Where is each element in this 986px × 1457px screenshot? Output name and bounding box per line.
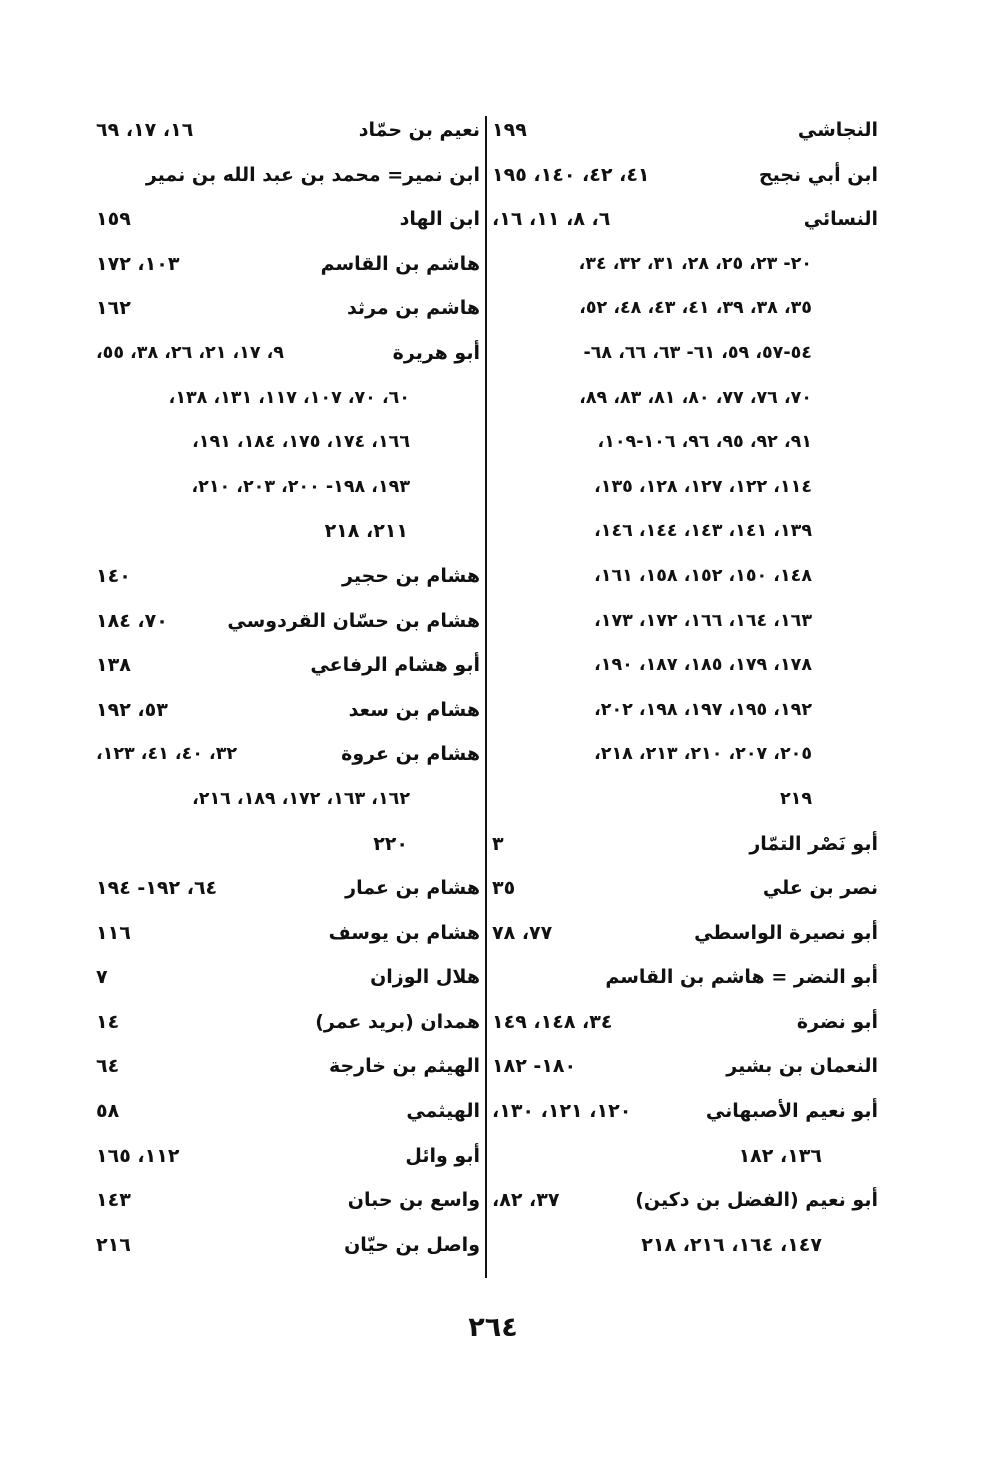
entry-pages: ٣ [492, 832, 504, 855]
index-continuation [492, 286, 878, 331]
index-continuation [492, 599, 878, 644]
index-entry [492, 822, 878, 867]
entry-name: نصر بن علي [762, 877, 878, 900]
entry-pages: ٣٥ [492, 877, 516, 900]
index-continuation [492, 732, 878, 777]
entry-pages: ١٦٢ [96, 297, 131, 320]
entry-pages: ٥٣، ١٩٢ [96, 698, 168, 721]
entry-pages: ١٤٧، ١٦٤، ٢١٦، ٢١٨ [641, 1233, 822, 1256]
entry-name: النجاشي [797, 119, 878, 141]
index-entry [492, 1089, 878, 1134]
index-continuation [492, 331, 878, 376]
entry-pages: ٣٤، ١٤٨، ١٤٩ [492, 1010, 613, 1033]
entry-pages: ١٣٦، ١٨٢ [738, 1144, 822, 1167]
entry-pages: ٧٧، ٧٨ [492, 921, 553, 944]
index-continuation [96, 420, 480, 465]
entry-pages: ٢١٩ [779, 788, 812, 809]
entry-pages: ١٩٣، ١٩٨- ٢٠٠، ٢٠٣، ٢١٠، [191, 476, 410, 497]
entry-pages: ٣٧، ٨٢، [492, 1189, 560, 1212]
entry-pages: ١٤٣ [96, 1189, 131, 1212]
entry-name: هشام بن يوسف [328, 921, 480, 944]
entry-name: الهيثمي [406, 1100, 480, 1123]
index-continuation [96, 509, 480, 554]
index-entry [96, 911, 480, 956]
entry-pages: ١٧٨، ١٧٩، ١٨٥، ١٨٧، ١٩٠، [594, 655, 812, 676]
index-entry [96, 1089, 480, 1134]
entry-pages: ١٣٩، ١٤١، ١٤٣، ١٤٤، ١٤٦، [594, 521, 812, 542]
entry-pages: ١٨٠- ١٨٢ [492, 1055, 577, 1078]
entry-name: أبو هريرة [392, 341, 480, 364]
entry-pages: ٣٥، ٣٨، ٣٩، ٤١، ٤٣، ٤٨، ٥٢، [579, 298, 812, 319]
entry-pages: ٢٠- ٢٣، ٢٥، ٢٨، ٣١، ٣٢، ٣٤، [578, 253, 812, 274]
entry-pages: ١٠٣، ١٧٢ [96, 252, 180, 275]
entry-pages: ٢٢٠ [373, 832, 408, 855]
entry-name: هشام بن حسّان القردوسي [227, 609, 480, 632]
entry-pages: ٧٠، ١٨٤ [96, 609, 168, 632]
entry-pages: ٦، ٨، ١١، ١٦، [492, 208, 611, 231]
entry-pages: ٥٤-٥٧، ٥٩، ٦١- ٦٣، ٦٦، ٦٨- [583, 342, 812, 363]
entry-pages: ١٢٠، ١٢١، ١٣٠، [492, 1100, 632, 1123]
index-entry [96, 866, 480, 911]
index-continuation [492, 777, 878, 822]
index-entry [492, 197, 878, 242]
entry-pages: ٢٠٥، ٢٠٧، ٢١٠، ٢١٣، ٢١٨، [594, 744, 812, 765]
index-continuation [492, 1223, 878, 1268]
index-continuation [492, 643, 878, 688]
entry-pages: ١٦٦، ١٧٤، ١٧٥، ١٨٤، ١٩١، [192, 432, 410, 453]
entry-name: هاشم بن مرثد [346, 297, 480, 320]
entry-pages: ٩١، ٩٢، ٩٥، ٩٦، ١٠٦-١٠٩، [597, 432, 812, 453]
index-continuation [96, 777, 480, 822]
index-entry [96, 286, 480, 331]
index-entry [96, 331, 480, 376]
index-continuation [492, 376, 878, 421]
entry-pages: ٣٢، ٤٠، ٤١، ١٢٣، [96, 744, 238, 765]
entry-name: أبو النضر = هاشم بن القاسم [605, 966, 878, 989]
index-continuation [96, 822, 480, 867]
entry-name: هلال الوزان [370, 966, 480, 989]
index-entry [492, 153, 878, 198]
index-entry [96, 1178, 480, 1223]
index-entry [96, 108, 480, 153]
index-entry [492, 866, 878, 911]
entry-pages: ١٤ [96, 1010, 120, 1033]
entry-pages: ١٤٨، ١٥٠، ١٥٢، ١٥٨، ١٦١، [594, 565, 812, 586]
entry-name: النعمان بن بشير [726, 1055, 878, 1078]
entry-name: أبو نعيم (الفضل بن دكين) [635, 1189, 878, 1212]
index-entry [492, 911, 878, 956]
entry-name: واسع بن حبان [347, 1189, 480, 1212]
index-entry [96, 643, 480, 688]
index-continuation [96, 376, 480, 421]
entry-name: أبو هشام الرفاعي [310, 654, 480, 677]
index-continuation [96, 465, 480, 510]
entry-pages: ٥٨ [96, 1100, 120, 1123]
entry-pages: ١٩٢، ١٩٥، ١٩٧، ١٩٨، ٢٠٢، [594, 699, 812, 720]
index-entry [96, 1223, 480, 1268]
entry-pages: ٦٤، ١٩٢- ١٩٤ [96, 877, 218, 900]
index-entry [96, 197, 480, 242]
entry-pages: ١١٢، ١٦٥ [96, 1144, 180, 1167]
entry-name: أبو نعيم الأصبهاني [705, 1100, 878, 1123]
entry-pages: ١٤٠ [96, 564, 131, 587]
entry-name: النسائي [803, 208, 878, 231]
index-entry [96, 955, 480, 1000]
entry-name: هاشم بن القاسم [320, 252, 480, 275]
index-continuation [492, 420, 878, 465]
entry-pages: ٢١٦ [96, 1233, 131, 1256]
entry-name: همدان (بريد عمر) [315, 1010, 480, 1033]
index-entry [96, 688, 480, 733]
entry-pages: ١٩٩ [492, 119, 527, 141]
index-column-left [96, 108, 480, 1267]
entry-name: أبو وائل [405, 1144, 480, 1167]
entry-name: أبو نَصْر التمّار [749, 832, 878, 855]
index-entry [96, 1134, 480, 1179]
entry-pages: ١٦، ١٧، ٦٩ [96, 119, 194, 141]
index-entry [492, 1000, 878, 1045]
index-entry [492, 1044, 878, 1089]
index-column-right [492, 108, 878, 1267]
column-divider [485, 116, 487, 1278]
index-entry [96, 242, 480, 287]
entry-pages: ٧٠، ٧٦، ٧٧، ٨٠، ٨١، ٨٣، ٨٩، [579, 387, 812, 408]
entry-name: أبو نصيرة الواسطي [694, 921, 878, 944]
entry-pages: ١٥٩ [96, 208, 131, 231]
entry-name: أبو نضرة [796, 1010, 878, 1033]
entry-name: نعيم بن حمّاد [358, 119, 480, 141]
index-entry [492, 108, 878, 153]
entry-pages: ١٦٢، ١٦٣، ١٧٢، ١٨٩، ٢١٦، [192, 788, 410, 809]
index-continuation [492, 554, 878, 599]
entry-name: هشام بن حجير [342, 564, 480, 587]
entry-name: هشام بن عروة [341, 743, 480, 766]
page-number: ٢٦٤ [468, 1312, 518, 1343]
entry-name: واصل بن حيّان [344, 1233, 480, 1256]
entry-pages: ٢١١، ٢١٨ [324, 520, 408, 543]
entry-pages: ١١٦ [96, 921, 131, 944]
index-entry [96, 1000, 480, 1045]
index-entry [96, 554, 480, 599]
index-continuation [492, 242, 878, 287]
index-continuation [492, 688, 878, 733]
index-cross-reference [492, 955, 878, 1000]
entry-pages: ٧ [96, 966, 108, 989]
index-continuation [492, 465, 878, 510]
entry-name: ابن أبي نجيح [758, 163, 878, 186]
index-continuation [492, 1134, 878, 1179]
index-entry [492, 1178, 878, 1223]
entry-pages: ٤١، ٤٢، ١٤٠، ١٩٥ [492, 163, 650, 186]
entry-name: هشام بن سعد [348, 698, 480, 721]
index-cross-reference [96, 153, 480, 198]
entry-name: الهيثم بن خارجة [328, 1055, 480, 1078]
entry-pages: ٦٠، ٧٠، ١٠٧، ١١٧، ١٣١، ١٣٨، [168, 387, 410, 408]
entry-name: هشام بن عمار [345, 877, 480, 900]
index-entry [96, 599, 480, 644]
index-continuation [492, 509, 878, 554]
entry-pages: ٦٤ [96, 1055, 120, 1078]
index-entry [96, 732, 480, 777]
entry-name: ابن نمير= محمد بن عبد الله بن نمير [145, 163, 480, 186]
index-entry [96, 1044, 480, 1089]
entry-name: ابن الهاد [399, 208, 480, 231]
entry-pages: ١٦٣، ١٦٤، ١٦٦، ١٧٢، ١٧٣، [594, 610, 812, 631]
entry-pages: ١٣٨ [96, 654, 131, 677]
entry-pages: ٩، ١٧، ٢١، ٢٦، ٣٨، ٥٥، [96, 342, 284, 363]
entry-pages: ١١٤، ١٢٢، ١٢٧، ١٢٨، ١٣٥، [594, 476, 812, 497]
